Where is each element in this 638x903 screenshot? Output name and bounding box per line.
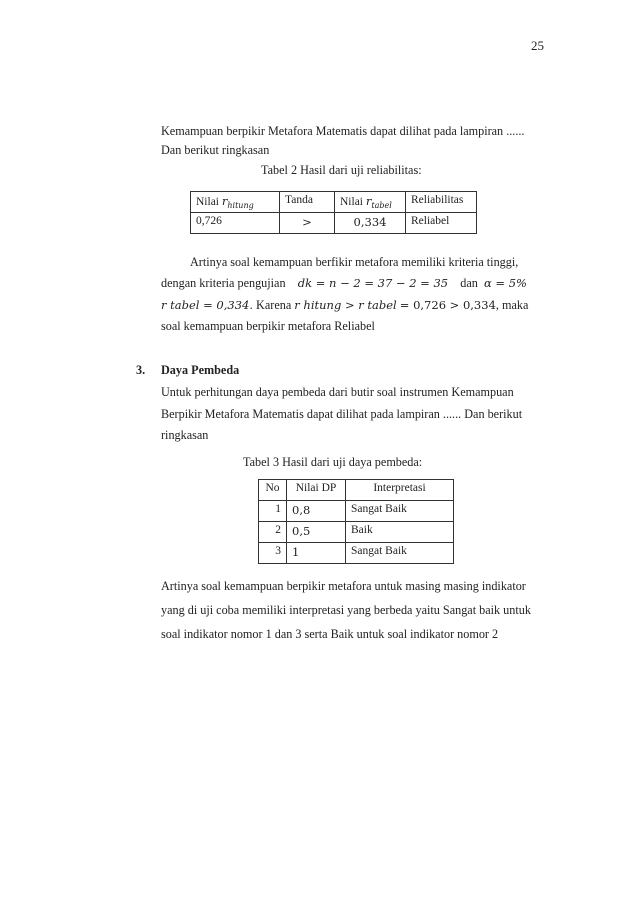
section-3-title: Daya Pembeda (161, 363, 240, 377)
header-reliabilitas: Reliabilitas (406, 192, 477, 213)
cell-no: 3 (259, 543, 287, 564)
header-no: No (259, 480, 287, 501)
cell-dp: 0,8 (287, 501, 346, 522)
cell-no: 2 (259, 522, 287, 543)
cell-reliabilitas: Reliabel (406, 213, 477, 234)
page-number: 25 (531, 38, 544, 53)
section-3-number: 3. (136, 363, 146, 377)
section-3-para-line-2: yang di uji coba memiliki interpretasi yang berbeda yaitu Sangat baik untuk (161, 603, 531, 617)
section-3-para-line-3: soal indikator nomor 1 dan 3 serta Baik untuk soal indikator nomor 2 (161, 627, 499, 641)
cell-interpretasi: Sangat Baik (346, 501, 454, 522)
reliability-table-header-row (191, 192, 477, 213)
reliability-para-line-2: dengan kriteria pengujian dk = n − 2 = 37 − 2 = 35 dan α = 5% (161, 276, 527, 290)
section-3-line-1: Untuk perhitungan daya pembeda dari butir soal instrumen Kemampuan (161, 385, 514, 399)
cell-dp: 1 (287, 543, 346, 564)
section-3-line-3: ringkasan (161, 428, 209, 442)
reliability-para-line-4: soal kemampuan berpikir metafora Reliabel (161, 319, 375, 333)
cell-interpretasi: Sangat Baik (346, 543, 454, 564)
table-row (259, 501, 454, 522)
table-row (259, 522, 454, 543)
reliability-para-line-3: r tabel = 0,334. Karena r hitung > r tabel = 0,726 > 0,334, maka (161, 298, 529, 312)
cell-tanda: > (280, 213, 335, 234)
reliability-intro-line-1: Kemampuan berpikir Metafora Matematis dapat dilihat pada lampiran ...... (161, 124, 525, 138)
reliability-table-row (191, 213, 477, 234)
discrimination-table-header-row (259, 480, 454, 501)
section-3-para-line-1: Artinya soal kemampuan berpikir metafora untuk masing masing indikator (161, 579, 526, 593)
header-tanda: Tanda (280, 192, 335, 213)
cell-nilai-hitung: 0,726 (191, 213, 280, 234)
section-3-line-2: Berpikir Metafora Matematis dapat dilihat pada lampiran ...... Dan berikut (161, 407, 523, 421)
table-row (259, 543, 454, 564)
header-interpretasi: Interpretasi (346, 480, 454, 501)
header-nilai-hitung: Nilai $r_{hitung}$ (191, 192, 280, 213)
reliability-para-line-1: Artinya soal kemampuan berfikir metafora memiliki kriteria tinggi, (190, 255, 519, 269)
reliability-intro-line-2: Dan berikut ringkasan (161, 143, 270, 157)
cell-interpretasi: Baik (346, 522, 454, 543)
discrimination-table (258, 479, 454, 564)
header-nilai-dp: Nilai DP (287, 480, 346, 501)
reliability-table (190, 191, 477, 234)
cell-nilai-tabel: 0,334 (335, 213, 406, 234)
cell-dp: 0,5 (287, 522, 346, 543)
cell-no: 1 (259, 501, 287, 522)
header-nilai-tabel: Nilai $r_{tabel}$ (335, 192, 406, 213)
table-3-caption: Tabel 3 Hasil dari uji daya pembeda: (243, 455, 423, 469)
table-2-caption: Tabel 2 Hasil dari uji reliabilitas: (261, 163, 422, 177)
